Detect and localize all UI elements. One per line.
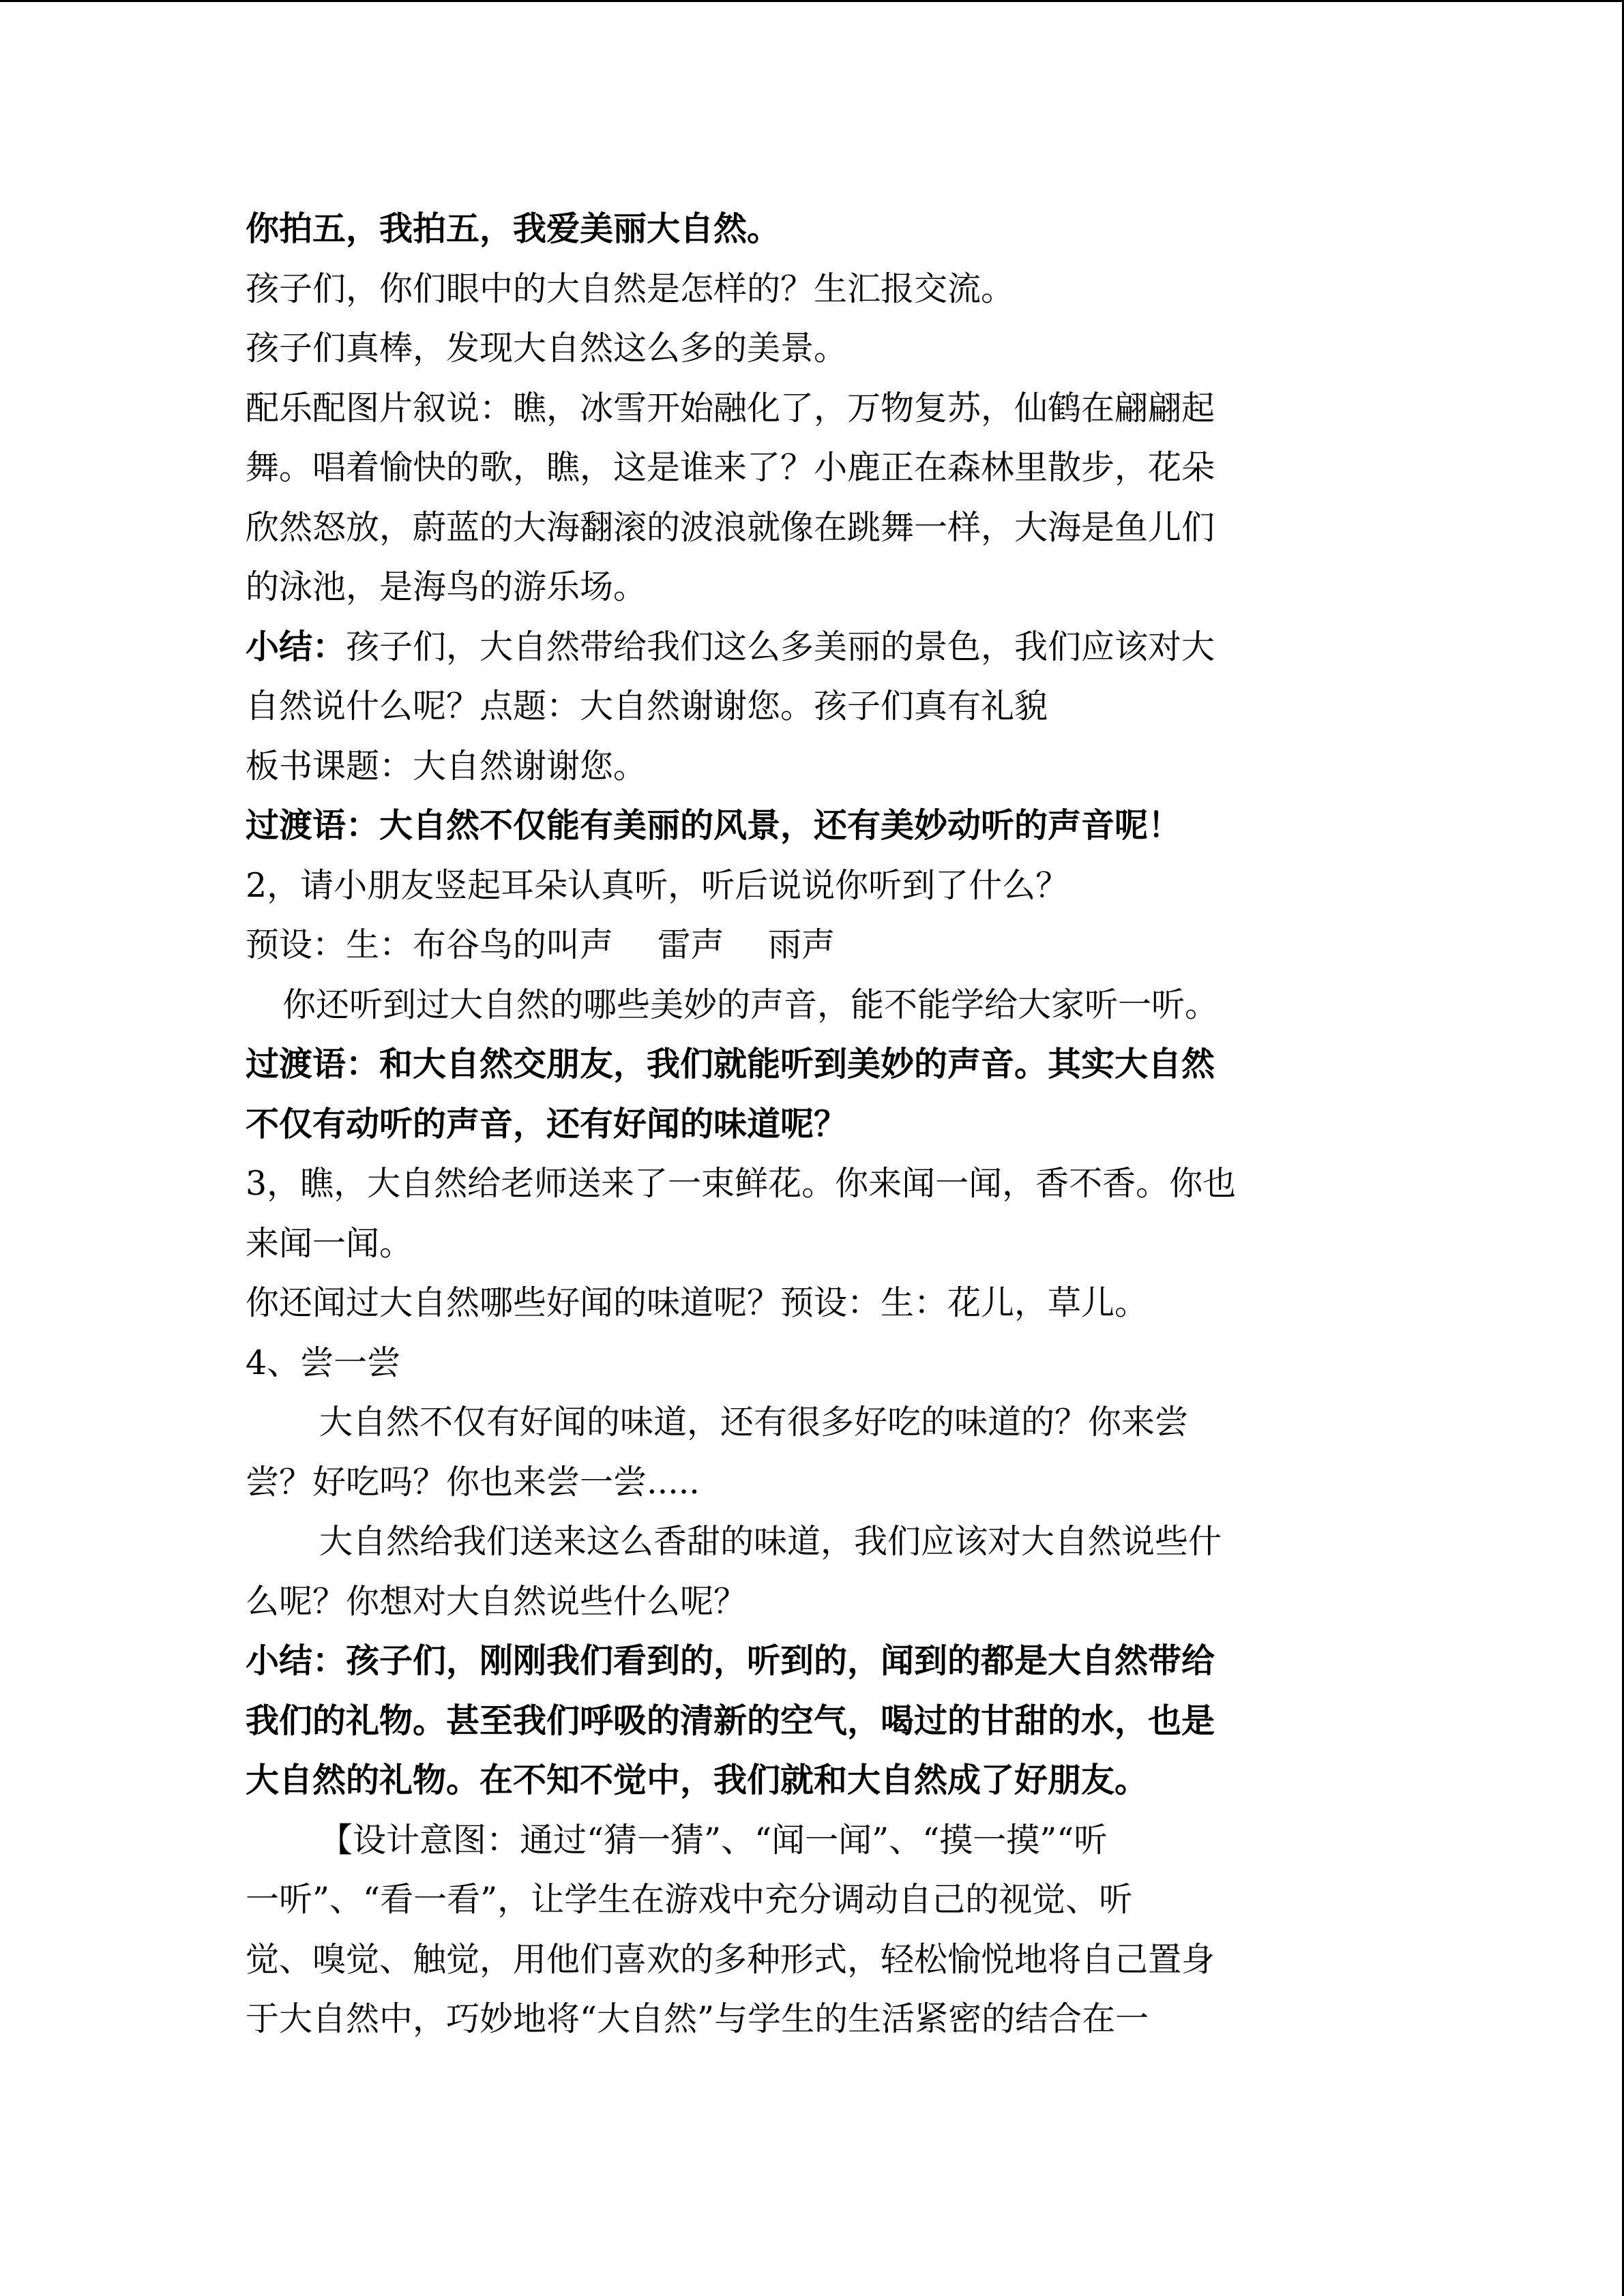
line-27: 大自然的礼物。在不知不觉中，我们就和大自然成了好朋友。 <box>246 1760 1149 1800</box>
line-31: 于大自然中，巧妙地将“大自然”与学生的生活紧密的结合在一 <box>246 1999 1149 2038</box>
line-30: 觉、嗅觉、触觉，用他们喜欢的多种形式，轻松愉悦地将自己置身 <box>246 1939 1215 1979</box>
line-9: 自然说什么呢？点题：大自然谢谢您。孩子们真有礼貌 <box>246 687 1048 726</box>
line-19: 你还闻过大自然哪些好闻的味道呢？预设：生：花儿，草儿。 <box>246 1283 1149 1322</box>
line-6: 欣然怒放，蔚蓝的大海翻滚的波浪就像在跳舞一样，大海是鱼儿们 <box>246 507 1215 547</box>
line-13: 预设：生：布谷鸟的叫声 雷声 雨声 <box>246 925 836 964</box>
line-24: 么呢？你想对大自然说些什么呢？ <box>246 1581 748 1621</box>
line-15: 过渡语：和大自然交朋友，我们就能听到美妙的声音。其实大自然 <box>246 1044 1215 1084</box>
line-17: 3，瞧，大自然给老师送来了一束鲜花。你来闻一闻，香不香。你也 <box>246 1164 1237 1203</box>
line-29: 一听”、“看一看”，让学生在游戏中充分调动自己的视觉、听 <box>246 1880 1133 1919</box>
line-7: 的泳池，是海鸟的游乐场。 <box>246 567 647 606</box>
line-21: 大自然不仅有好闻的味道，还有很多好吃的味道的？你来尝 <box>319 1403 1189 1442</box>
line-18: 来闻一闻。 <box>246 1223 413 1263</box>
line-16: 不仅有动听的声音，还有好闻的味道呢？ <box>246 1103 848 1144</box>
line-10: 板书课题：大自然谢谢您。 <box>246 746 647 786</box>
document-body <box>246 199 1378 2049</box>
line-11: 过渡语：大自然不仅能有美丽的风景，还有美妙动听的声音呢！ <box>246 805 1182 845</box>
line-4: 配乐配图片叙说：瞧，冰雪开始融化了，万物复苏，仙鹤在翩翩起 <box>246 388 1215 428</box>
line-26: 我们的礼物。甚至我们呼吸的清新的空气，喝过的甘甜的水，也是 <box>246 1700 1215 1740</box>
summary-label: 小结： <box>246 626 346 666</box>
line-20: 4、尝一尝 <box>246 1343 401 1382</box>
summary-text: 孩子们，大自然带给我们这么多美丽的景色，我们应该对大 <box>346 627 1215 666</box>
line-2: 孩子们，你们眼中的大自然是怎样的？生汇报交流。 <box>246 269 1015 308</box>
line-28: 【设计意图：通过“猜一猜”、“闻一闻”、“摸一摸”“听 <box>319 1820 1108 1860</box>
line-14: 你还听到过大自然的哪些美妙的声音，能不能学给大家听一听。 <box>282 985 1219 1024</box>
line-12: 2，请小朋友竖起耳朵认真听，听后说说你听到了什么？ <box>246 865 1069 905</box>
line-22: 尝？好吃吗？你也来尝一尝..... <box>246 1462 700 1502</box>
line-8 <box>246 617 1378 677</box>
line-23: 大自然给我们送来这么香甜的味道，我们应该对大自然说些什 <box>319 1522 1222 1561</box>
line-1: 你拍五，我拍五，我爱美丽大自然。 <box>246 209 781 248</box>
line-25: 小结：孩子们，刚刚我们看到的，听到的，闻到的都是大自然带给 <box>246 1641 1215 1680</box>
line-5: 舞。唱着愉快的歌，瞧，这是谁来了？小鹿正在森林里散步，花朵 <box>246 448 1215 487</box>
line-3: 孩子们真棒，发现大自然这么多的美景。 <box>246 329 848 368</box>
